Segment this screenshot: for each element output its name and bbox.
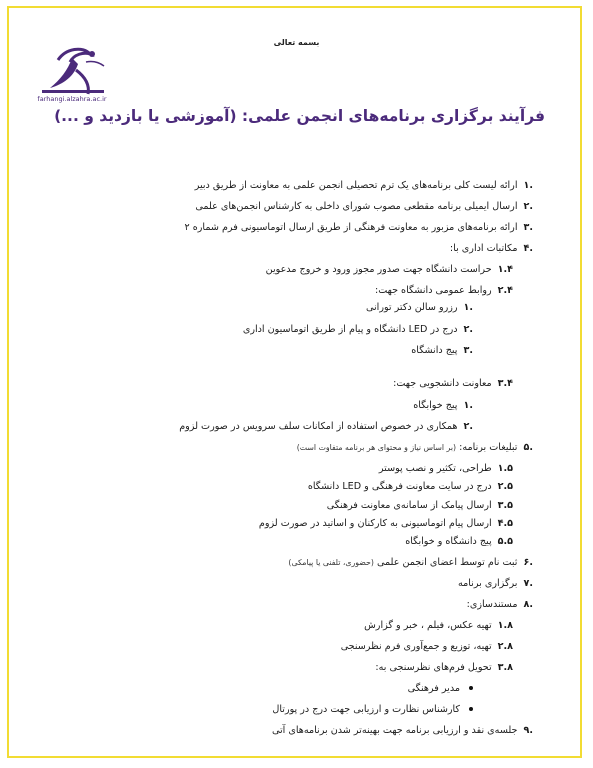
list-item: .۲درج در LED دانشگاه و پیام از طریق اتوماسیون اداری (242, 324, 473, 335)
list-item: ۲.۵درج در سایت معاونت فرهنگی و LED دانشگاه (307, 481, 513, 492)
list-item: ۳.۸تحویل فرم‌های نظرسنجی به: (375, 662, 513, 673)
bullet-icon (469, 707, 473, 711)
list-item: .۲ارسال ایمیلی برنامه مقطعی مصوب شورای داخلی به کارشناس انجمن‌های علمی (195, 201, 533, 212)
list-item: .۶ثبت نام توسط اعضای انجمن علمی (حضوری، تلفنی یا پیامکی) (288, 557, 533, 568)
list-item: ۵.۵پیج دانشگاه و خوابگاه (405, 536, 513, 547)
page-title: فرآیند برگزاری برنامه‌های انجمن علمی: (آموزشی یا بازدید و ...) (54, 107, 545, 125)
bullet-icon (469, 686, 473, 690)
list-item: .۸مستندسازی: (466, 599, 533, 610)
list-item: ۱.۸تهیه عکس، فیلم ، خبر و گزارش (364, 620, 513, 631)
list-item: ۴.۵ارسال پیام اتوماسیونی به کارکنان و اساتید در صورت لزوم (258, 518, 513, 529)
list-item: .۱پیج خوابگاه (413, 400, 473, 411)
bismillah-heading: بسمه تعالی (273, 38, 320, 47)
list-item: ۲.۴روابط عمومی دانشگاه جهت: (375, 285, 513, 296)
list-item: .۳پیج دانشگاه (411, 345, 473, 356)
list-item: .۱رزرو سالن دکتر تورانی (365, 302, 473, 313)
list-item: .۷برگزاری برنامه (457, 578, 533, 589)
list-item: .۲همکاری در خصوص استفاده از امکانات سلف سرویس در صورت لزوم (179, 421, 473, 432)
logo-url: farhangi.alzahra.ac.ir (37, 95, 107, 103)
list-item: ۳.۵ارسال پیامک از سامانه‌ی معاونت فرهنگی (326, 500, 513, 511)
list-item: ۱.۵طراحی، تکثیر و نصب پوستر (378, 463, 513, 474)
list-item: ۱.۴حراست دانشگاه جهت صدور مجوز ورود و خروج مدعوین (265, 264, 513, 275)
list-item: .۱ارائه لیست کلی برنامه‌های یک ترم تحصیلی انجمن علمی به معاونت از طریق دبیر (194, 180, 533, 191)
list-item: .۵تبلیغات برنامه: (بر اساس نیاز و محتوای هر برنامه متفاوت است) (296, 442, 533, 453)
list-item: ۳.۴معاونت دانشجویی جهت: (393, 378, 513, 389)
list-item: کارشناس نظارت و ارزیابی جهت درج در پورتال (272, 704, 473, 715)
list-item: ۲.۸تهیه، توزیع و جمع‌آوری فرم نظرسنجی (340, 641, 513, 652)
list-item: مدیر فرهنگی (408, 683, 473, 694)
list-item: .۹جلسه‌ی نقد و ارزیابی برنامه جهت بهینه‌تر شدن برنامه‌های آتی (271, 725, 533, 736)
list-item: .۳ارائه برنامه‌های مزبور به معاونت فرهنگی از طریق ارسال اتوماسیونی فرم شماره ۲ (184, 222, 533, 233)
university-logo-icon (28, 40, 118, 102)
list-item: .۴مکاتبات اداری با: (449, 243, 533, 254)
